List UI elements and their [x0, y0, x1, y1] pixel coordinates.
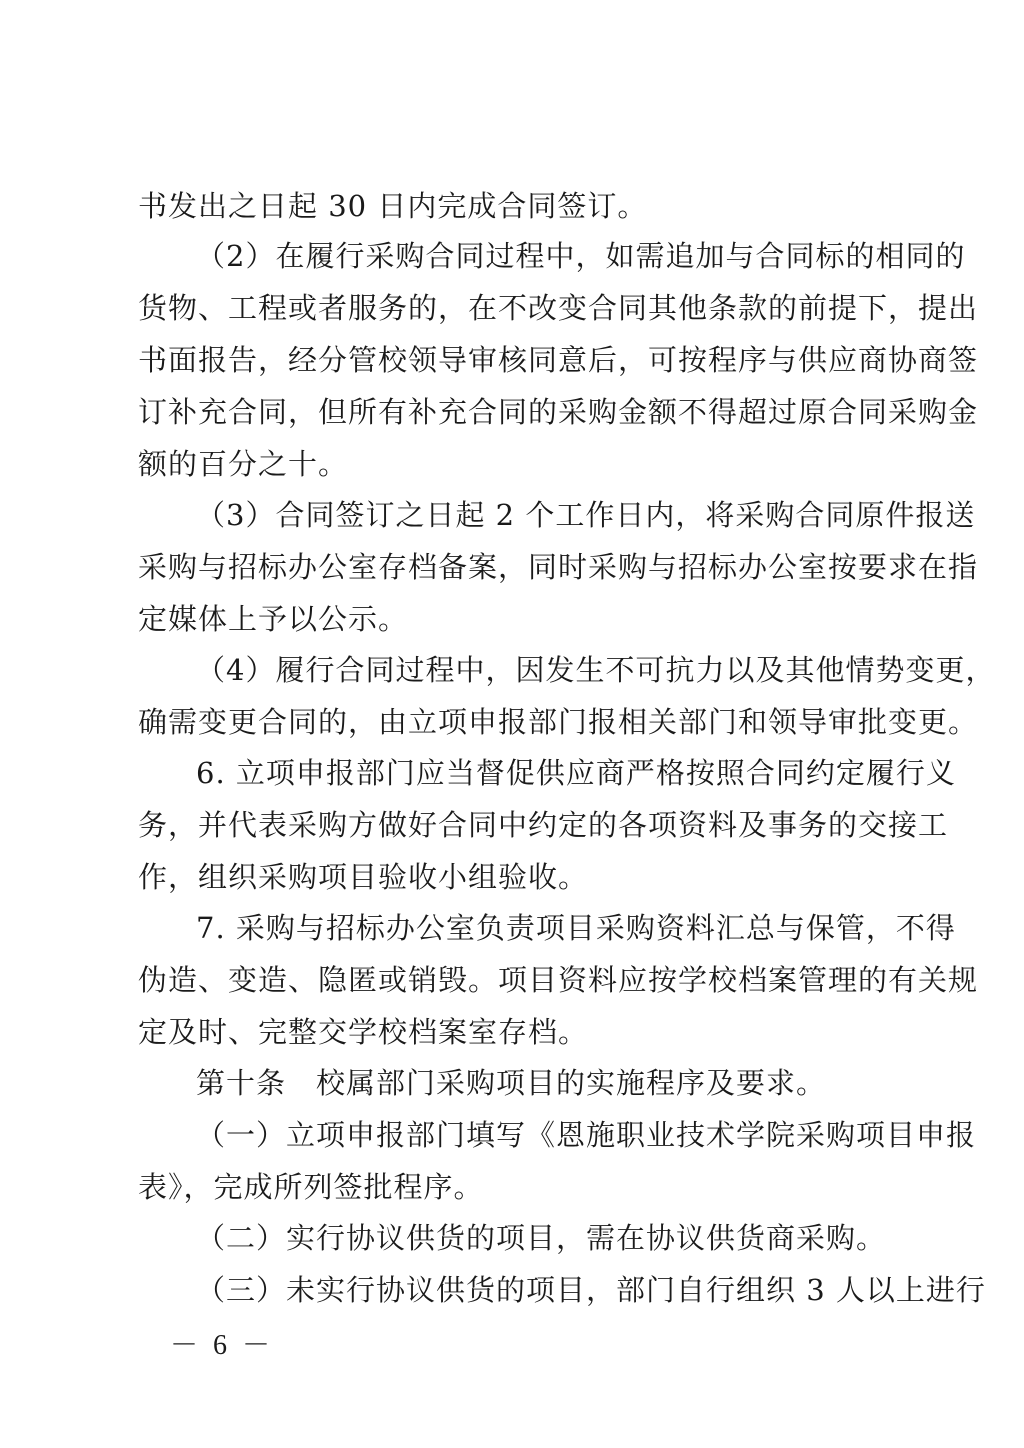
paragraph-line: （二）实行协议供货的项目，需在协议供货商采购。	[196, 1221, 887, 1255]
paragraph-line: 确需变更合同的，由立项申报部门报相关部门和领导审批变更。	[138, 705, 979, 739]
paragraph-line: （4）履行合同过程中，因发生不可抗力以及其他情势变更，	[196, 653, 996, 687]
paragraph-line: 订补充合同，但所有补充合同的采购金额不得超过原合同采购金	[138, 395, 979, 429]
paragraph-line: 采购与招标办公室存档备案，同时采购与招标办公室按要求在指	[138, 550, 979, 584]
paragraph-line: 表》，完成所列签批程序。	[138, 1170, 484, 1204]
paragraph-line: 定及时、完整交学校档案室存档。	[138, 1015, 589, 1049]
paragraph-line: （一）立项申报部门填写《恩施职业技术学院采购项目申报	[196, 1118, 977, 1152]
paragraph-line: 书面报告，经分管校领导审核同意后，可按程序与供应商协商签	[138, 343, 979, 377]
paragraph-line: 7. 采购与招标办公室负责项目采购资料汇总与保管，不得	[196, 911, 956, 945]
paragraph-line: 务，并代表采购方做好合同中约定的各项资料及事务的交接工	[138, 808, 949, 842]
paragraph-line: 定媒体上予以公示。	[138, 602, 409, 636]
page-number: － 6 －	[170, 1330, 275, 1361]
paragraph-line: 6. 立项申报部门应当督促供应商严格按照合同约定履行义	[196, 756, 956, 790]
paragraph-line: 货物、工程或者服务的，在不改变合同其他条款的前提下，提出	[138, 291, 979, 325]
paragraph-line: （2）在履行采购合同过程中，如需追加与合同标的相同的	[196, 239, 966, 273]
paragraph-line: （三）未实行协议供货的项目，部门自行组织 3 人以上进行	[196, 1273, 986, 1307]
paragraph-line: 作，组织采购项目验收小组验收。	[138, 860, 589, 894]
paragraph-line: 额的百分之十。	[138, 447, 349, 481]
paragraph-line: （3）合同签订之日起 2 个工作日内，将采购合同原件报送	[196, 498, 976, 532]
paragraph-line: 书发出之日起 30 日内完成合同签订。	[138, 189, 648, 223]
paragraph-line: 伪造、变造、隐匿或销毁。项目资料应按学校档案管理的有关规	[138, 963, 979, 997]
article-heading: 第十条 校属部门采购项目的实施程序及要求。	[196, 1066, 827, 1100]
